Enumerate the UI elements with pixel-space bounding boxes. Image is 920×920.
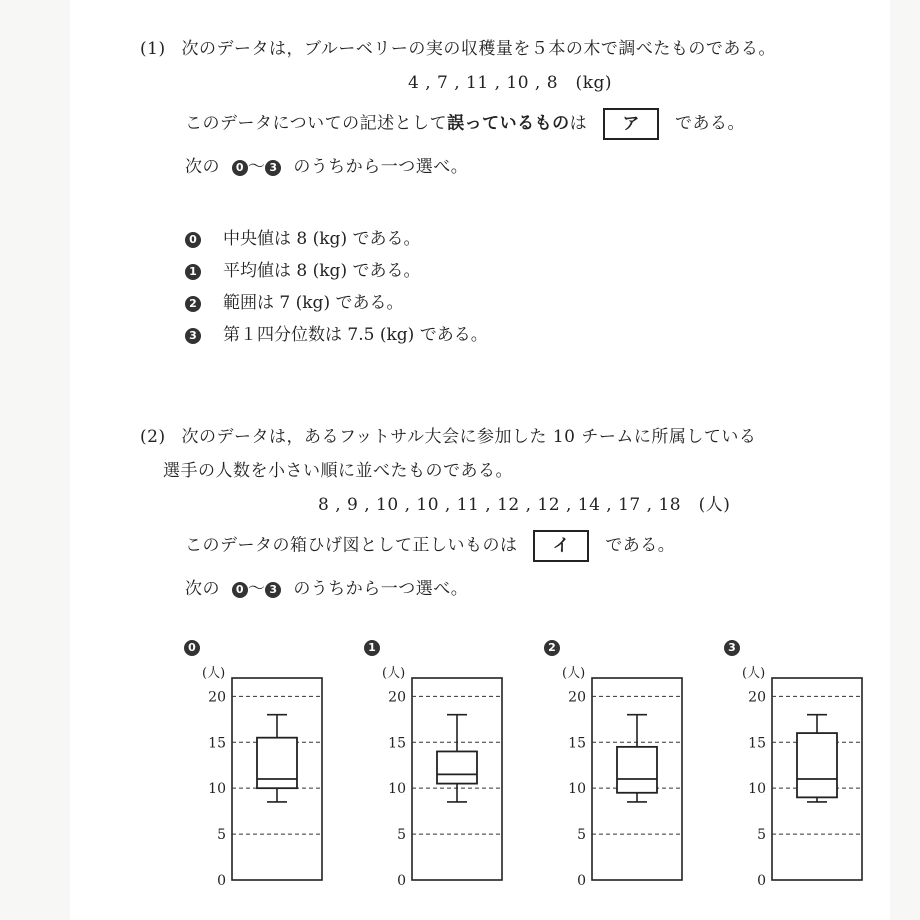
boxplot-2-unit: (人) bbox=[562, 666, 586, 681]
q1-choose-to-num: 3 bbox=[265, 160, 281, 176]
q1-option-3-text: 第１四分位数は 7.5 (kg) である。 bbox=[223, 325, 488, 345]
q1-prompt-bold: 誤っているもの bbox=[447, 113, 570, 134]
q1-choose-text: のうちから一つ選べ。 bbox=[293, 157, 469, 177]
q1-data-line: 4 , 7 , 11 , 10 , 8 (kg) bbox=[408, 73, 613, 93]
q2-choose-to-num: 3 bbox=[265, 582, 281, 598]
tick-label: 20 bbox=[388, 689, 406, 706]
tick-label: 20 bbox=[568, 689, 586, 706]
q1-option-2-text: 範囲は 7 (kg) である。 bbox=[223, 293, 404, 313]
q1-option-3 bbox=[185, 320, 488, 345]
q1-option-1 bbox=[185, 256, 420, 281]
q2-intro-line1 bbox=[140, 422, 756, 447]
boxplot-1-label: 1 bbox=[364, 640, 380, 656]
q2-data-line: 8 , 9 , 10 , 10 , 11 , 12 , 12 , 14 , 17 , 18 (人) bbox=[318, 495, 731, 515]
q2-prompt bbox=[185, 530, 675, 562]
tick-label: 0 bbox=[217, 873, 226, 889]
q1-option-0-text: 中央値は 8 (kg) である。 bbox=[223, 229, 421, 249]
q2-answer-box: イ bbox=[533, 530, 589, 562]
q2-intro2: 選手の人数を小さい順に並べたものである。 bbox=[163, 461, 513, 481]
q1-choose-range: 〜 bbox=[247, 157, 266, 177]
boxplot-1-svg bbox=[360, 640, 510, 900]
boxplot-0-unit: (人) bbox=[202, 666, 226, 681]
tick-label: 20 bbox=[748, 689, 766, 706]
tick-label: 10 bbox=[568, 781, 586, 798]
q1-prompt-pre: このデータについての記述として bbox=[185, 113, 448, 134]
q2-choose-text: のうちから一つ選べ。 bbox=[293, 579, 469, 599]
q2-choose-from-num: 0 bbox=[232, 582, 248, 598]
q1-choose-pre: 次の bbox=[185, 157, 220, 177]
q1-prompt-post: である。 bbox=[674, 113, 745, 134]
tick-label: 5 bbox=[577, 827, 586, 844]
boxplot-3-unit: (人) bbox=[742, 666, 766, 681]
q1-option-2 bbox=[185, 288, 403, 313]
iqr-box bbox=[257, 738, 297, 789]
boxplot-0-svg bbox=[180, 640, 330, 900]
q2-choose bbox=[185, 574, 468, 599]
tick-label: 15 bbox=[748, 735, 766, 752]
q1-intro: 次のデータは，ブルーベリーの実の収穫量を５本の木で調べたものである。 bbox=[181, 39, 776, 59]
q1-option-1-num: 1 bbox=[185, 264, 201, 280]
boxplot-3-label: 3 bbox=[724, 640, 740, 656]
q2-prompt-post: である。 bbox=[605, 535, 676, 556]
tick-label: 20 bbox=[208, 689, 226, 706]
q1-prompt-mid: は bbox=[569, 113, 588, 134]
q2-prompt-pre: このデータの箱ひげ図として正しいものは bbox=[185, 535, 518, 556]
tick-label: 5 bbox=[757, 827, 766, 844]
tick-label: 0 bbox=[577, 873, 586, 889]
tick-label: 5 bbox=[397, 827, 406, 844]
q2-choose-pre: 次の bbox=[185, 579, 220, 599]
tick-label: 0 bbox=[397, 873, 406, 889]
iqr-box bbox=[797, 733, 837, 797]
tick-label: 15 bbox=[388, 735, 406, 752]
iqr-box bbox=[437, 751, 477, 783]
tick-label: 15 bbox=[568, 735, 586, 752]
tick-label: 10 bbox=[208, 781, 226, 798]
q1-option-0 bbox=[185, 224, 420, 249]
boxplot-3-svg bbox=[720, 640, 870, 900]
q1-number: (1) bbox=[140, 39, 166, 59]
iqr-box bbox=[617, 747, 657, 793]
tick-label: 10 bbox=[388, 781, 406, 798]
tick-label: 5 bbox=[217, 827, 226, 844]
boxplot-2-label: 2 bbox=[544, 640, 560, 656]
q1-answer-box: ア bbox=[603, 108, 659, 140]
q1-prompt bbox=[185, 108, 745, 140]
q1-choose bbox=[185, 152, 468, 177]
q2-number: (2) bbox=[140, 427, 166, 447]
q1-intro-line bbox=[140, 34, 776, 59]
boxplot-2-svg bbox=[540, 640, 690, 900]
q1-choose-from-num: 0 bbox=[232, 160, 248, 176]
q2-choose-range: 〜 bbox=[247, 579, 266, 599]
tick-label: 0 bbox=[757, 873, 766, 889]
tick-label: 10 bbox=[748, 781, 766, 798]
boxplot-0-label: 0 bbox=[184, 640, 200, 656]
q2-intro1: 次のデータは，あるフットサル大会に参加した 10 チームに所属している bbox=[181, 427, 757, 447]
boxplot-1-unit: (人) bbox=[382, 666, 406, 681]
tick-label: 15 bbox=[208, 735, 226, 752]
q1-option-1-text: 平均値は 8 (kg) である。 bbox=[223, 261, 421, 281]
q1-option-3-num: 3 bbox=[185, 328, 201, 344]
q1-option-2-num: 2 bbox=[185, 296, 201, 312]
q1-option-0-num: 0 bbox=[185, 232, 201, 248]
